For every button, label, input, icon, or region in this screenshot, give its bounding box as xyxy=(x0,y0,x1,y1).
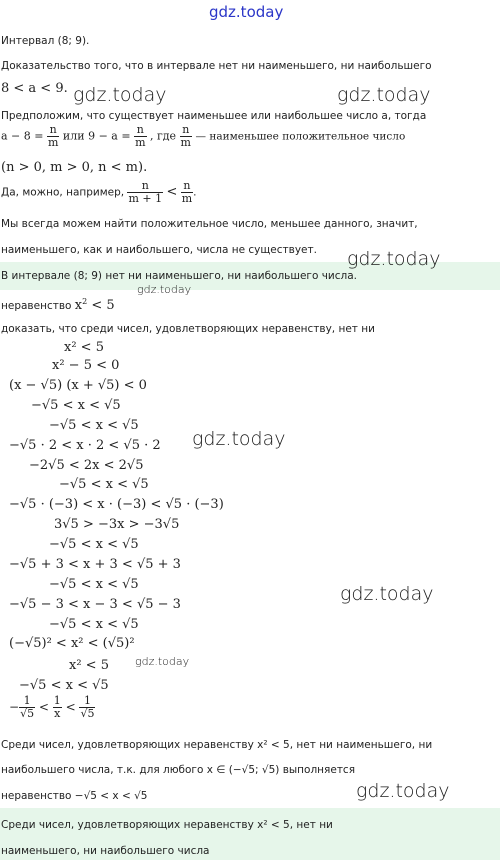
step-15: −√5 < x < √5 xyxy=(49,617,139,632)
step-7: −2√5 < 2x < 2√5 xyxy=(29,458,144,473)
fraction-1-over-x: $\frac{1}{x}$ xyxy=(53,694,61,720)
fraction-1-over-sqrt5: $\frac{1}{√5}$ xyxy=(80,694,95,720)
watermark: gdz.today xyxy=(356,780,450,802)
conclusion-2: наибольшего числа, т.к. для любого x ∈ (−√5; √5) выполняется xyxy=(1,764,356,776)
assume-text: Предположим, что существует наименьшее или наибольшее число a, тогда xyxy=(1,110,427,122)
conclusion-3: неравенство −√5 < x < √5 xyxy=(1,790,148,802)
proof-intro-text: Доказательство того, что в интервале нет ни наименьшего, ни наибольшего xyxy=(1,60,432,72)
inequality-x2-lt-5: $x^2 < 5$ xyxy=(74,297,115,313)
a-minus-8-text: a − 8 = xyxy=(1,129,44,143)
example-line: Да, можно, например, $\frac{n}{m + 1}$ < $\frac{n}{m}$ . xyxy=(1,179,197,205)
inequality-label: неравенство xyxy=(1,300,72,312)
prove-text: доказать, что среди чисел, удовлетворяющих неравенству, нет ни xyxy=(1,323,375,335)
fraction-n-over-m: $\frac{n}{m}$ xyxy=(180,123,191,149)
fraction-n-over-m: $\frac{n}{m}$ xyxy=(181,179,193,205)
inequality-label-line xyxy=(1,294,115,314)
always-text-1: Мы всегда можем найти положительное число, меньшее данного, значит, xyxy=(1,218,418,230)
least-positive-text: — наименьшее положительное число xyxy=(195,130,406,143)
watermark: gdz.today xyxy=(337,84,431,106)
step-10: 3√5 > −3x > −3√5 xyxy=(54,517,180,532)
where-text: , где xyxy=(150,129,177,143)
inequality-8-a-9: 8 < a < 9. xyxy=(1,81,68,96)
fraction-1-over-sqrt5: $\frac{1}{√5}$ xyxy=(20,694,35,720)
step-2: x² − 5 < 0 xyxy=(52,358,120,373)
watermark: gdz.today xyxy=(137,283,192,296)
assume-formula-line xyxy=(1,124,405,149)
step-1: x² < 5 xyxy=(64,340,104,355)
step-4: −√5 < x < √5 xyxy=(31,398,121,413)
answer-2-line-1: Среди чисел, удовлетворяющих неравенству x² < 5, нет ни xyxy=(1,819,333,831)
watermark: gdz.today xyxy=(347,248,441,270)
watermark: gdz.today xyxy=(192,428,286,450)
step-12: −√5 + 3 < x + 3 < √5 + 3 xyxy=(9,557,181,572)
conditions: (n > 0, m > 0, n < m). xyxy=(1,160,148,175)
step-11: −√5 < x < √5 xyxy=(49,537,139,552)
step-16: (−√5)² < x² < (√5)² xyxy=(9,636,135,651)
watermark: gdz.today xyxy=(135,655,190,668)
fraction-n-over-m: $\frac{n}{m}$ xyxy=(47,123,59,149)
step-14: −√5 − 3 < x − 3 < √5 − 3 xyxy=(9,597,181,612)
answer-1-text: В интервале (8; 9) нет ни наименьшего, ни наибольшего числа. xyxy=(1,270,357,282)
step-6: −√5 · 2 < x · 2 < √5 · 2 xyxy=(9,438,161,453)
step-5: −√5 < x < √5 xyxy=(49,418,139,433)
step-9: −√5 · (−3) < x · (−3) < √5 · (−3) xyxy=(9,497,224,512)
step-18: −√5 < x < √5 xyxy=(19,678,109,693)
step-17: x² < 5 xyxy=(69,658,109,673)
watermark: gdz.today xyxy=(73,84,167,106)
less-than-sign: < xyxy=(166,184,178,200)
answer-2-line-2: наименьшего, ни наибольшего числа xyxy=(1,845,210,857)
fraction-n-over-m-plus-1: $\frac{n}{m + 1}$ xyxy=(128,179,163,205)
step-13: −√5 < x < √5 xyxy=(49,577,139,592)
conclusion-1: Среди чисел, удовлетворяющих неравенству x² < 5, нет ни наименьшего, ни xyxy=(1,739,433,751)
step-3: (x − √5) (x + √5) < 0 xyxy=(9,378,147,393)
site-header-link[interactable]: gdz.today xyxy=(209,3,284,21)
step-8: −√5 < x < √5 xyxy=(59,477,149,492)
step-19-fractions: − $\frac{1}{√5}$ < $\frac{1}{x}$ < $\frac{1}{√5}$ xyxy=(9,694,95,720)
or-text: или 9 − a = xyxy=(62,129,131,143)
watermark: gdz.today xyxy=(340,583,434,605)
yes-text: Да, можно, например, xyxy=(1,186,125,199)
always-text-2: наименьшего, как и наибольшего, числа не существует. xyxy=(1,244,317,256)
fraction-n-over-m: $\frac{n}{m}$ xyxy=(135,123,146,149)
interval-heading: Интервал (8; 9). xyxy=(1,35,90,47)
